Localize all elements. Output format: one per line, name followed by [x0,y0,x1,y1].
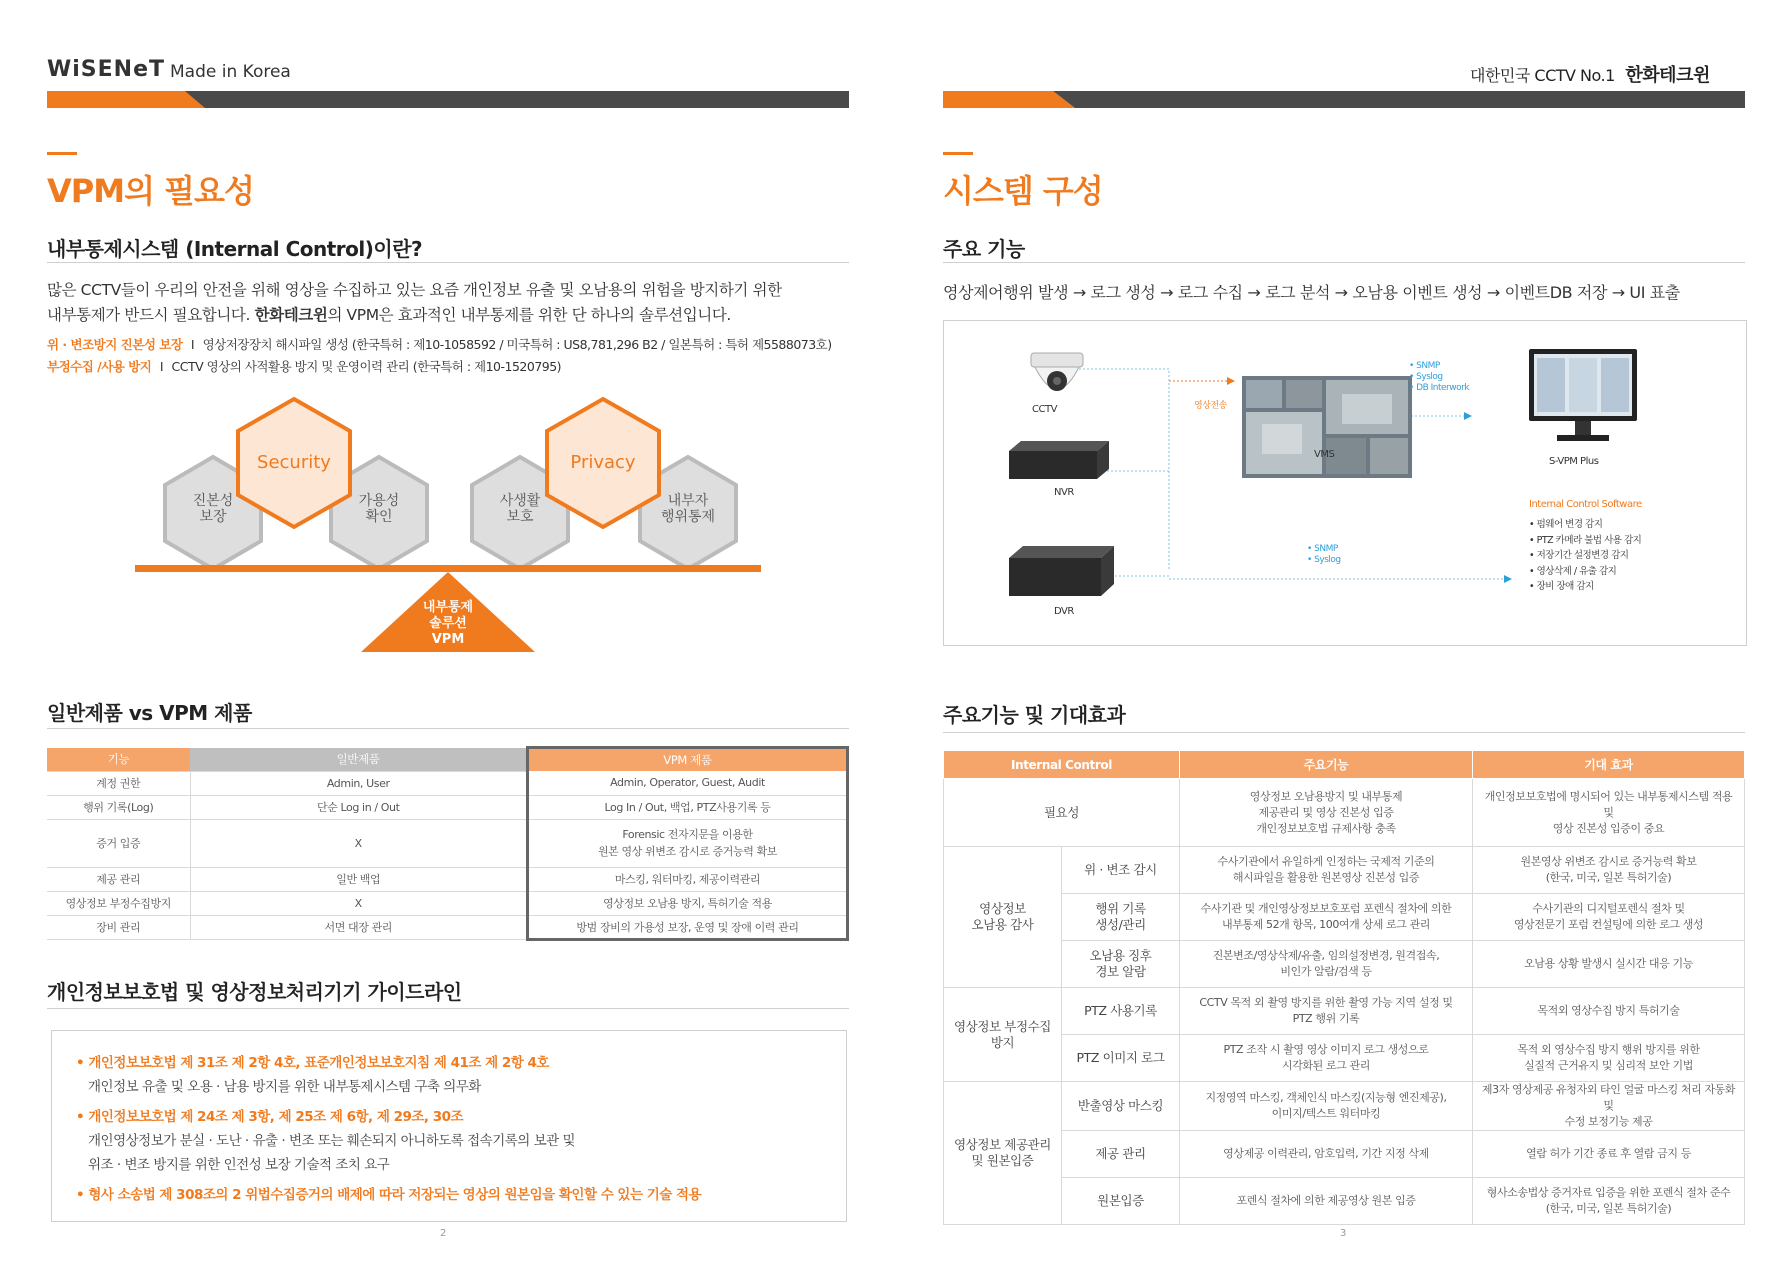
hex-label-privacy [480,493,560,525]
cell-line: (한국, 미국, 일본 특허기술) [1545,1202,1672,1215]
protocol-db: • DB Interwork [1409,383,1470,393]
table-row [944,1131,1745,1178]
hex1-line2: 보장 [199,509,227,525]
base-line3: VPM [431,632,465,647]
nvr-label: NVR [1054,487,1074,498]
page-title-right: 시스템 구성 [943,172,1103,210]
table-row [47,795,848,819]
table-cell: 일반 백업 [190,867,528,891]
protocol-snmp: • SNMP [1409,361,1440,371]
cell-line: PTZ 사용기록 [1084,1003,1157,1018]
ics-item: • 펌웨어 변경 감지 [1529,519,1603,530]
table-cell-multiline [1473,894,1745,941]
svpm-label: S-VPM Plus [1549,456,1599,467]
hex2-line1: 가용성 [358,493,400,509]
cell-line: 실질적 근거유지 및 심리적 보안 기법 [1524,1059,1693,1072]
table-cell: 단순 Log in / Out [190,795,528,819]
table-header: Internal Control [944,751,1180,779]
table-header-row [47,748,848,772]
table-cell: 행위 기록(Log) [47,795,190,819]
balance-beam [135,565,761,572]
table-cell-multiline [1473,847,1745,894]
cell-line: 목적 외 영상수집 방지 행위 방지를 위한 [1517,1043,1700,1056]
brand-logo: WiSENeT [47,57,166,82]
table-row [944,1178,1745,1225]
cell-line: 내부통제 52개 항목, 100여개 상세 로그 관리 [1221,918,1431,931]
feature-item-2-text: CCTV 영상의 사적활용 방지 및 운영이력 관리 (한국특허 : 제10-1520795) [171,359,562,374]
table-cell: 장비 관리 [47,915,190,939]
table-row [944,988,1745,1035]
table-cell: 방범 장비의 가용성 보장, 운영 및 장애 이력 관리 [528,915,848,939]
ics-item: • 저장기간 설정변경 감지 [1529,550,1629,561]
cell-line: 영상제공 이력관리, 암호입력, 기간 지정 삭제 [1223,1147,1429,1160]
hex-label-authenticity [173,493,253,525]
base-line2: 솔루션 [429,616,467,631]
table-cell-multiline [1473,1131,1745,1178]
cell-line: 생성/관리 [1095,917,1146,932]
divider [47,262,849,263]
hex3-line2: 보호 [506,509,534,525]
left-header-bar [47,91,849,108]
cell-line: 영상정보 오남용방지 및 내부통제 [1249,789,1403,803]
cctv-camera-icon [1029,351,1089,406]
cell-line: PTZ 행위 기록 [1292,1012,1360,1025]
table-row [47,915,848,939]
ics-title: Internal Control Software [1529,499,1642,510]
video-transfer-label: 영상전송 [1194,401,1227,411]
section-heading-comparison: 일반제품 vs VPM 제품 [47,701,252,725]
feature-item-2-sep: I [159,359,164,374]
law-2-title: • 개인정보보호법 제 24조 제 3항, 제 25조 제 6항, 제 29조, 30조 [76,1109,464,1125]
sub-label [1062,1082,1180,1131]
table-cell-multiline [1180,988,1473,1035]
header-brand: 한화테크윈 [1625,65,1710,86]
table-header: VPM 제품 [528,748,848,772]
table-cell-multiline [1180,894,1473,941]
sub-label [1062,1178,1180,1225]
table-header: 기대 효과 [1473,751,1745,779]
cell-line: 수정 보정기능 제공 [1564,1115,1653,1128]
cell-line: 시각화된 로그 관리 [1281,1059,1370,1072]
cell-line: PTZ 조작 시 촬영 영상 이미지 로그 생성으로 [1223,1043,1429,1056]
ics-item: • 영상삭제 / 유출 감지 [1529,565,1617,577]
hex3-line1: 사생활 [499,493,541,509]
law-2-text-1: 개인영상정보가 분실 · 도난 · 유출 · 변조 또는 훼손되지 아니하도록 접속기록의 보관 및 [88,1133,576,1149]
table-row [944,941,1745,988]
cctv-label: CCTV [1032,404,1057,415]
divider [943,262,1745,263]
hex-label-availability [339,493,419,525]
table-cell-multiline [1473,1082,1745,1131]
law-1-text: 개인정보 유출 및 오용 · 남용 방지를 위한 내부통제시스템 구축 의무화 [88,1079,481,1095]
table-cell: 서면 대장 관리 [190,915,528,939]
cell-line: 위 · 변조 감시 [1084,862,1157,877]
right-header-text [1470,61,1710,87]
cell-line: 원본입증 [1097,1193,1144,1208]
table-cell: 영상정보 부정수집방지 [47,891,190,915]
security-label: Security [257,452,331,473]
title-accent [943,152,973,155]
cell-line: 방지 [990,1034,1015,1050]
cell-line: PTZ 이미지 로그 [1076,1050,1165,1065]
cell-line: 수사기관의 디지털포렌식 절차 및 [1532,902,1685,915]
cell-line: 열람 허가 기간 종료 후 열람 금지 등 [1526,1147,1691,1160]
cell-line: 영상전문기 포럼 컨설팅에 의한 로그 생성 [1513,918,1704,931]
cell-line: 경보 알람 [1095,964,1146,979]
table-cell-multiline [1473,941,1745,988]
base-line1: 내부통제 [422,600,474,615]
hex4-line1: 내부자 [667,493,709,509]
intro-line-2a: 내부통제가 반드시 필요합니다. [47,306,255,324]
cell-line: 원본 영상 위변조 감시로 증거능력 확보 [597,845,778,858]
table-header: 주요기능 [1180,751,1473,779]
law-3-title: • 형사 소송법 제 308조의 2 위법수집증거의 배제에 따라 저장되는 영상의 원본임을 확인할 수 있는 기술 적용 [76,1187,702,1203]
cell-line: 행위 기록 [1095,901,1146,916]
feature-item-2 [47,357,561,375]
cell-line: 개인정보보호법에 명시되어 있는 내부통제시스템 적용 및 [1484,789,1733,819]
cell-line: 오남용 상황 발생시 실시간 대응 기능 [1524,957,1693,970]
section-heading-main-functions: 주요 기능 [943,237,1025,261]
cell-line: 영상정보 [979,901,1026,916]
section-heading-effects: 주요기능 및 기대효과 [943,703,1126,727]
cell-line: 지정영역 마스킹, 객체인식 마스킹(지능형 엔진제공), [1205,1091,1447,1104]
table-cell-multiline [1180,1131,1473,1178]
table-cell: Admin, Operator, Guest, Audit [528,771,848,795]
nvr-icon [1009,441,1109,486]
protocol-syslog-2: • Syslog [1307,555,1341,565]
cell-line: 비인가 알람/검색 등 [1280,965,1372,978]
feature-item-1-text: 영상저장장치 해시파일 생성 (한국특허 : 제10-1058592 / 미국특허 : US8,781,296 B2 / 일본특허 : 특허 제5588073호) [202,337,832,352]
cell-line: Forensic 전자지문을 이용한 [622,828,753,841]
table-row [944,779,1745,847]
divider [47,728,849,729]
feature-item-2-label: 부정수집 /사용 방지 [47,359,152,374]
sub-label [1062,1035,1180,1082]
intro-line-2 [47,303,731,328]
cell-line: 오남용 징후 [1089,948,1152,963]
feature-item-1-sep: I [190,337,195,352]
table-cell-multiline [1473,1035,1745,1082]
cell-line: 원본영상 위변조 감시로 증거능력 확보 [1520,855,1697,868]
sub-label [1062,941,1180,988]
ics-item: • 장비 장애 감지 [1529,581,1594,592]
cell-line: 반출영상 마스킹 [1077,1098,1164,1113]
cell-line: 제3자 영상제공 유청자외 타인 얼굴 마스킹 처리 자동화 및 [1481,1083,1736,1112]
dvr-label: DVR [1054,606,1074,617]
intro-brand: 한화테크윈 [254,306,328,324]
group-label-collection [944,988,1062,1082]
table-cell: 증거 입증 [47,819,190,867]
cell-line: 개인정보보호법 규제사항 충족 [1256,821,1396,835]
cell-line: 오남용 감사 [971,917,1034,932]
table-row [944,1082,1745,1131]
table-cell: 계정 권한 [47,771,190,795]
table-cell: 제공 관리 [47,867,190,891]
table-cell: X [190,891,528,915]
hex-label-insider [648,493,728,525]
protocols-top [1409,361,1469,394]
table-cell-multiline [1473,988,1745,1035]
section-heading-privacy-law: 개인정보보호법 및 영상정보처리기기 가이드라인 [47,980,462,1004]
table-row [47,867,848,891]
cell-line: 해시파일을 활용한 원본영상 진본성 입증 [1232,871,1420,884]
hex4-line2: 행위통제 [660,509,716,525]
sub-label [1062,847,1180,894]
system-diagram [943,320,1747,646]
law-1-title: • 개인정보보호법 제 31조 제 2항 4호, 표준개인정보보호지침 제 41조 제 2항 4호 [76,1055,549,1071]
hex2-line2: 확인 [365,509,393,525]
cell-line: 영상 진본성 입증이 중요 [1552,821,1665,835]
header-cctv-text: 대한민국 CCTV No.1 [1470,66,1615,85]
table-cell-multiline [1180,847,1473,894]
divider [47,1008,849,1009]
table-cell: X [190,819,528,867]
cell-line: 영상정보 제공관리 [954,1137,1051,1152]
protocol-snmp-2: • SNMP [1307,544,1338,554]
table-cell-multiline [1180,779,1473,847]
cell-line: 수사기관 및 개인영상정보보호포럼 포렌식 절차에 의한 [1200,902,1452,915]
cell-line: 진본변조/영상삭제/유출, 임의설정변경, 원격접속, [1212,949,1440,962]
fulcrum-label [408,600,488,648]
vms-screen-image [1242,376,1412,478]
cell-line: CCTV 목적 외 촬영 방지를 위한 촬영 가능 지역 설정 및 [1199,996,1453,1009]
table-cell: Admin, User [190,771,528,795]
ics-item: • PTZ 카메라 불법 사용 감지 [1529,534,1642,546]
section-heading-internal-control: 내부통제시스템 (Internal Control)이란? [47,237,423,261]
table-cell-multiline [1473,779,1745,847]
protocols-mid [1307,544,1341,566]
sub-label [1062,1131,1180,1178]
svpm-monitor-icon [1529,349,1639,449]
title-accent [47,152,77,155]
intro-line-2c: 의 VPM은 효과적인 내부통제를 위한 단 하나의 솔루션입니다. [327,306,731,324]
law-2-text-2: 위조 · 변조 방지를 위한 인전성 보장 기술적 조치 요구 [88,1157,390,1173]
law-box [51,1030,847,1222]
table-row [47,891,848,915]
table-cell-multiline [1180,1035,1473,1082]
cell-line: 및 원본입증 [971,1153,1034,1168]
table-cell-multiline [528,819,848,867]
vms-label: VMS [1314,449,1335,460]
protocol-syslog: • Syslog [1409,372,1443,382]
table-row [47,771,848,795]
effects-table [943,750,1745,1225]
ics-list [1529,517,1641,595]
cell-line: 제공 관리 [1095,1146,1146,1161]
page-number-right: 3 [1340,1228,1347,1239]
cell-line: 포렌식 절차에 의한 제공영상 원본 입증 [1236,1194,1416,1207]
table-cell-multiline [1180,1178,1473,1225]
comparison-table [47,746,849,941]
cell-line: 형사소송법상 증거자료 입증을 위한 포렌식 절차 준수 [1486,1186,1731,1199]
table-row [944,847,1745,894]
table-cell-multiline [1473,1178,1745,1225]
table-header: 일반제품 [190,748,528,772]
table-row [944,894,1745,941]
table-cell-multiline [1180,1082,1473,1131]
sub-label [1062,894,1180,941]
process-flow: 영상제어행위 발생 → 로그 생성 → 로그 수집 → 로그 분석 → 오남용 이벤트 생성 → 이벤트DB 저장 → UI 표출 [943,283,1680,302]
divider [943,732,1745,733]
table-cell: Log In / Out, 백업, PTZ사용기록 등 [528,795,848,819]
table-header-row [944,751,1745,779]
right-header-bar [943,91,1745,108]
table-cell: 마스킹, 워터마킹, 제공이력관리 [528,867,848,891]
page-number-left: 2 [440,1228,447,1239]
page-title: VPM의 필요성 [47,172,254,210]
table-header: 기능 [47,748,190,772]
cell-line: 영상정보 부정수집 [954,1018,1051,1034]
table-row [944,1035,1745,1082]
hex1-line1: 진본성 [192,493,234,509]
table-cell-multiline [1180,941,1473,988]
privacy-label: Privacy [570,452,636,473]
cell-line: 제공관리 및 영상 진본성 입증 [1258,805,1394,819]
cell-line: 이미지/텍스트 워터마킹 [1271,1107,1381,1120]
sub-label [1062,988,1180,1035]
group-label-provision [944,1082,1062,1225]
cell-line: 수사기관에서 유일하게 인정하는 국제적 기준의 [1217,855,1435,868]
feature-item-1-label: 위 · 변조방지 진본성 보장 [47,337,183,352]
table-cell: 영상정보 오남용 방지, 특허기술 적용 [528,891,848,915]
intro-line-1: 많은 CCTV들이 우리의 안전을 위해 영상을 수집하고 있는 요즘 개인정보 유출 및 오남용의 위험을 방지하기 위한 [47,281,782,299]
necessity-label: 필요성 [944,779,1180,847]
dvr-icon [1009,546,1114,601]
table-row [47,819,848,867]
cell-line: (한국, 미국, 일본 특허기술) [1545,871,1672,884]
group-label-misuse [944,847,1062,988]
cell-line: 목적외 영상수집 방지 특허기술 [1537,1004,1680,1017]
tagline: Made in Korea [170,62,291,82]
feature-item-1 [47,335,832,353]
